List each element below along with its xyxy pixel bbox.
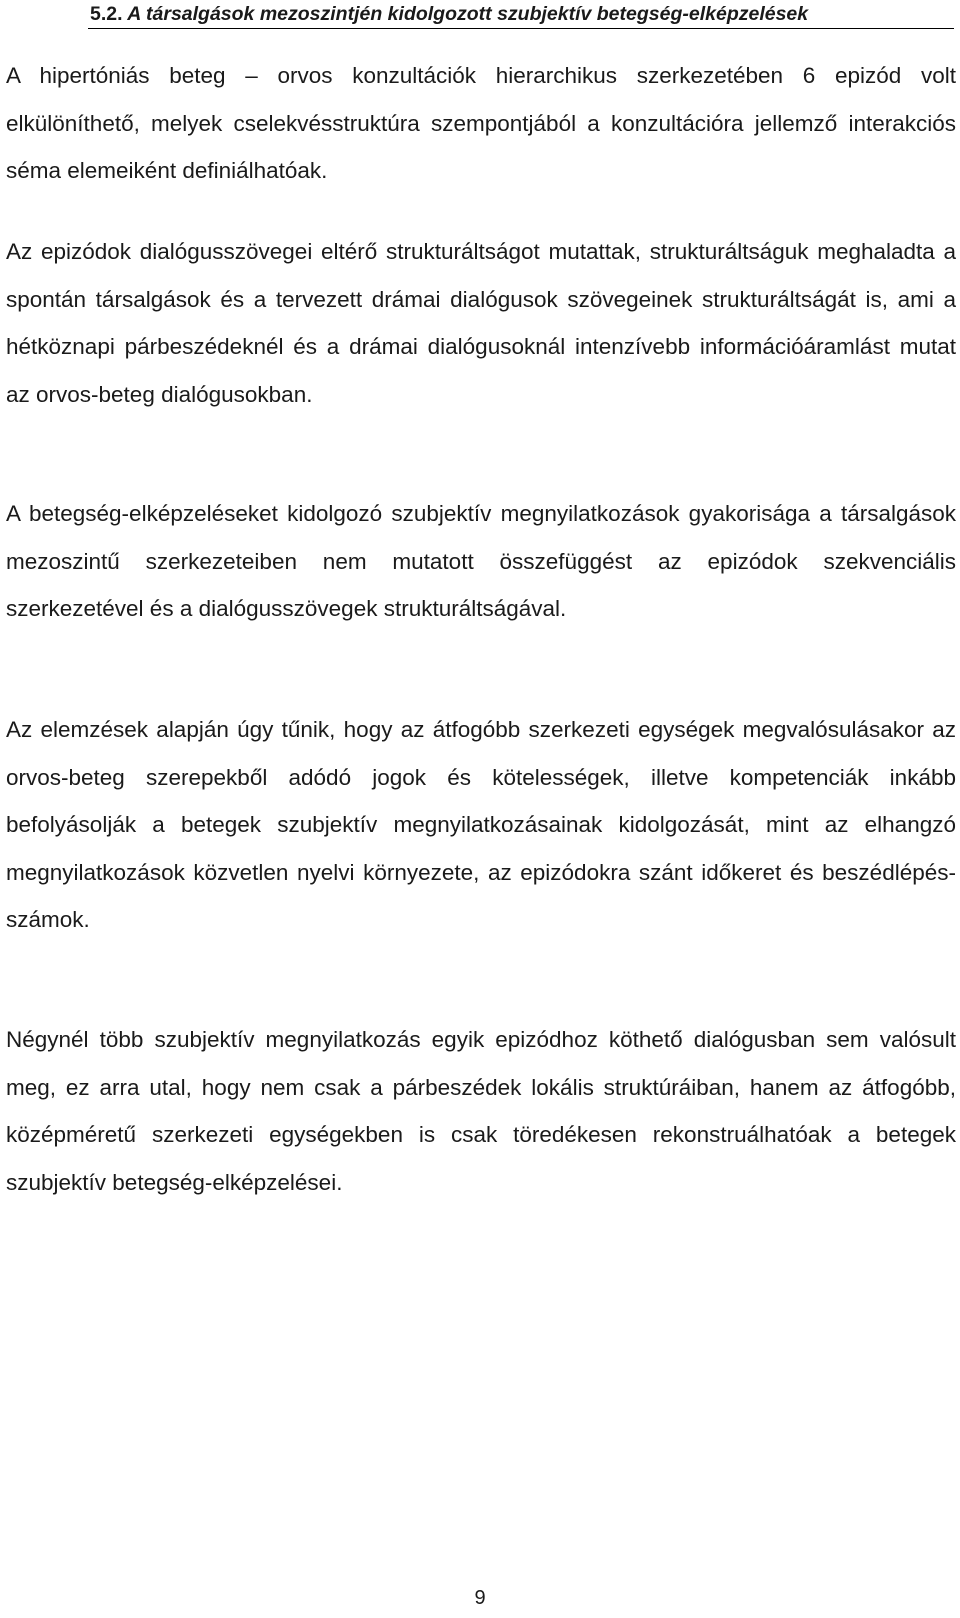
paragraph-1: A hipertóniás beteg – orvos konzultációk hierarchikus szerkezetében 6 epizód volt elkülöníthető, melyek cselekvésstruktúra szempontjából a konzultációra jellemző interakciós séma elemeiként definiálhatóak. xyxy=(6,63,956,183)
heading-underline xyxy=(88,28,954,29)
section-number: 5.2. xyxy=(90,3,123,25)
paragraph-3: A betegség-elképzeléseket kidolgozó szubjektív megnyilatkozások gyakorisága a társalgások mezoszintű szerkezeteiben nem mutatott összefüggést az epizódok szekvenciális szerkezetével és a dialógusszövegek strukturáltságával. xyxy=(6,501,956,621)
paragraph-2: Az epizódok dialógusszövegei eltérő strukturáltságot mutattak, strukturáltságuk meghaladta a spontán társalgások és a tervezett drámai dialógusok szövegeinek strukturáltságát is, ami a hétköznapi párbeszédeknél és a drámai dialógusoknál intenzívebb információáramlást mutat az orvos-beteg dialógusokban. xyxy=(6,239,956,407)
section-heading xyxy=(90,2,950,26)
page-number: 9 xyxy=(474,1587,486,1609)
section-title: A társalgások mezoszintjén kidolgozott szubjektív betegség-elképzelések xyxy=(127,3,809,25)
paragraph-5: Négynél több szubjektív megnyilatkozás egyik epizódhoz köthető dialógusban sem valósult meg, ez arra utal, hogy nem csak a párbeszédek lokális struktúráiban, hanem az átfogóbb, középméretű szerkezeti egységekben is csak töredékesen rekonstruálhatóak a betegek szubjektív betegség-elképzelései. xyxy=(6,1027,956,1195)
paragraph-4: Az elemzések alapján úgy tűnik, hogy az átfogóbb szerkezeti egységek megvalósulásakor az orvos-beteg szerepekből adódó jogok és kötelességek, illetve kompetenciák inkább befolyásolják a betegek szubjektív megnyilatkozásainak kidolgozását, mint az elhangzó megnyilatkozások közvetlen nyelvi környezete, az epizódokra szánt időkeret és beszédlépés-számok. xyxy=(6,717,956,932)
